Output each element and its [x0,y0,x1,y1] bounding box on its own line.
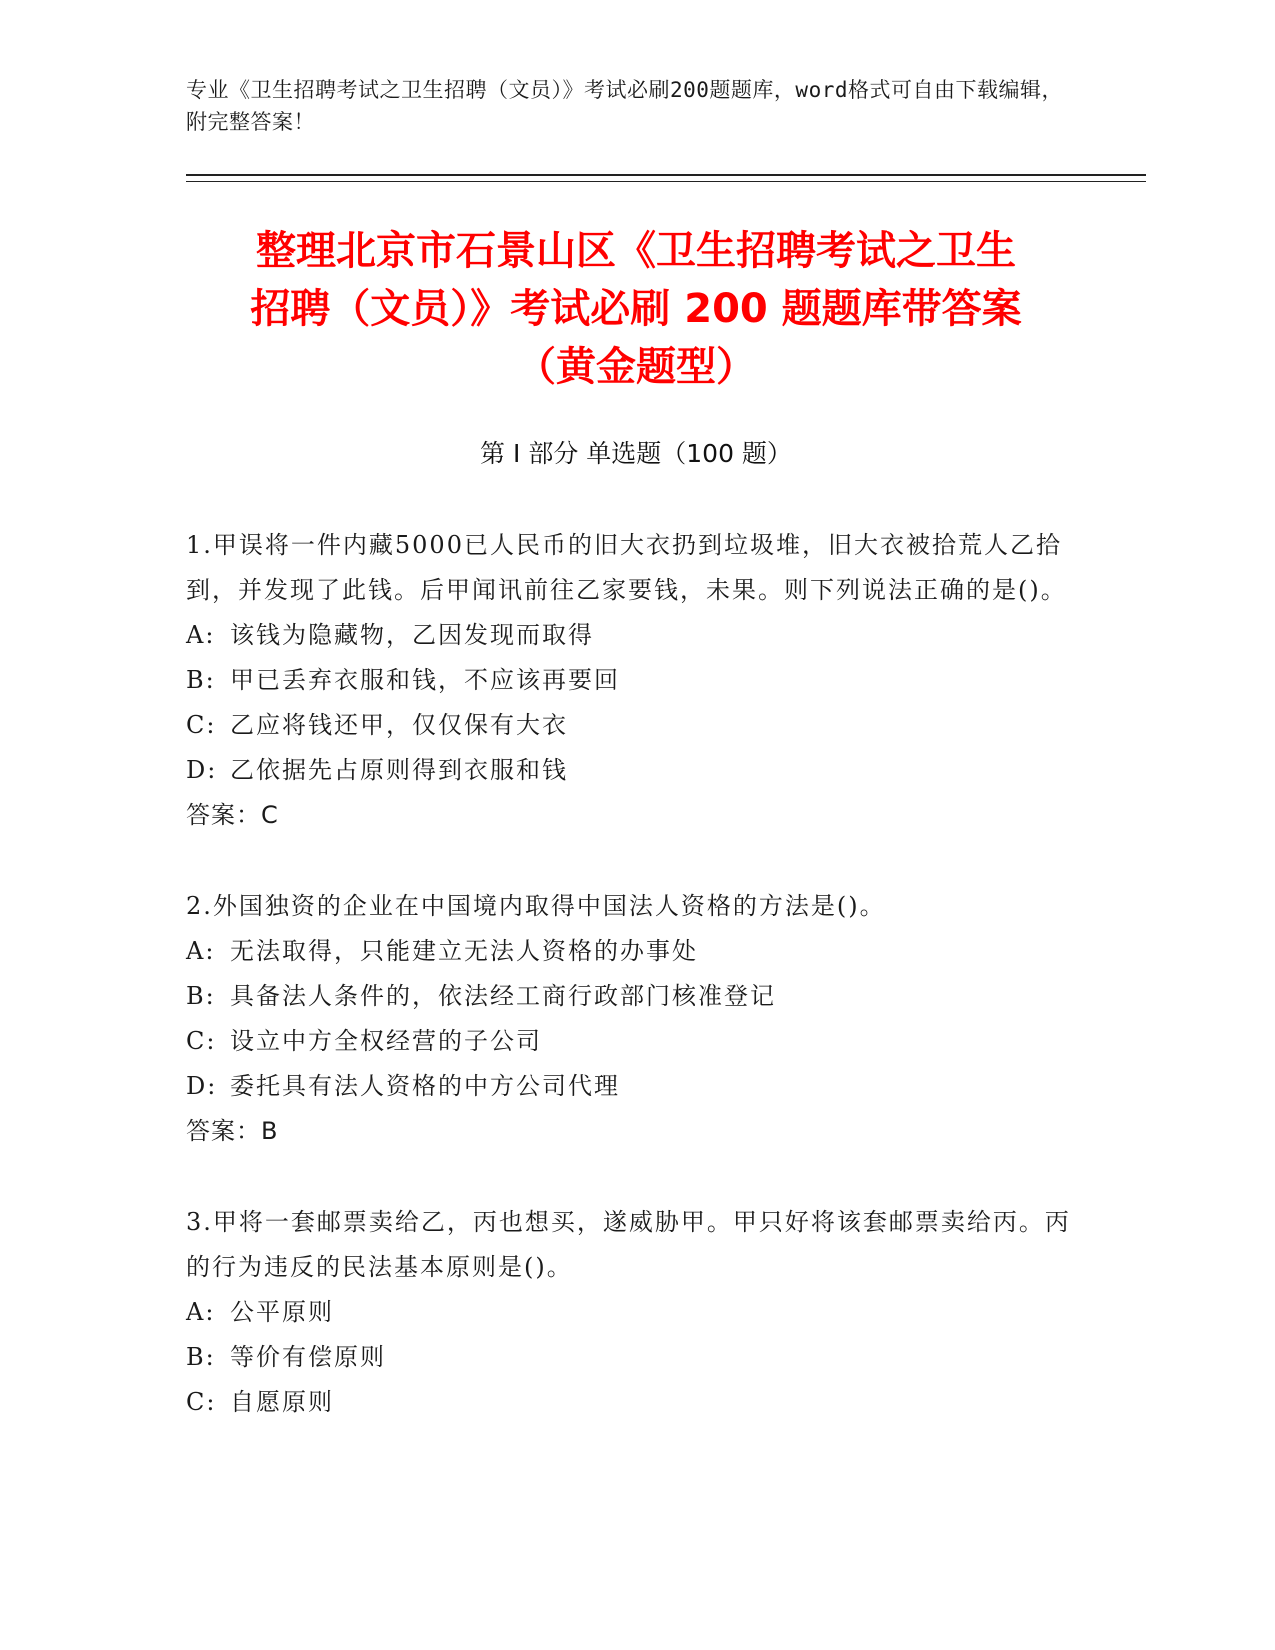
question-option [186,1380,1086,1425]
option-key: C: [186,1027,217,1055]
question-list [186,523,1086,1471]
question-option [186,974,1086,1019]
option-key: D: [186,1072,218,1100]
question-stem: 3.甲将一套邮票卖给乙，丙也想买，遂威胁甲。甲只好将该套邮票卖给丙。丙的行为违反的民法基本原则是()。 [186,1208,1071,1281]
document-title-line: 招聘（文员）》考试必刷 200 题题库带答案 [250,286,1022,332]
option-key: C: [186,1388,217,1416]
section-title: 第 I 部分 单选题（100 题） [480,439,792,468]
question-option [186,658,1086,703]
question-option [186,1064,1086,1109]
document-title [186,222,1086,396]
header-divider-thick [186,174,1146,176]
option-text: 自愿原则 [230,1388,334,1416]
option-text: 甲已丢弃衣服和钱，不应该再要回 [230,666,620,694]
question-option [186,1290,1086,1335]
option-text: 公平原则 [230,1298,334,1326]
document-title-line: 整理北京市石景山区《卫生招聘考试之卫生 [256,228,1016,274]
document-title-line: （黄金题型） [516,344,756,390]
option-key: C: [186,711,217,739]
option-key: A: [186,1298,216,1326]
option-key: B: [186,982,216,1010]
question-item [186,884,1086,1154]
question-option [186,929,1086,974]
option-key: D: [186,756,218,784]
option-key: B: [186,1343,216,1371]
question-option [186,748,1086,793]
option-key: A: [186,937,216,965]
option-text: 乙应将钱还甲，仅仅保有大衣 [230,711,568,739]
header-note: 专业《卫生招聘考试之卫生招聘（文员）》考试必刷200题题库，word格式可自由下载编辑，附完整答案！ [186,78,1063,134]
question-option [186,703,1086,748]
question-item [186,523,1086,838]
option-text: 委托具有法人资格的中方公司代理 [230,1072,620,1100]
question-option [186,613,1086,658]
question-option [186,1019,1086,1064]
option-key: B: [186,666,216,694]
question-stem: 2.外国独资的企业在中国境内取得中国法人资格的方法是()。 [186,892,886,920]
option-text: 乙依据先占原则得到衣服和钱 [230,756,568,784]
question-option [186,1335,1086,1380]
question-stem: 1.甲误将一件内藏5000已人民币的旧大衣扔到垃圾堆，旧大衣被拾荒人乙拾到，并发现了此钱。后甲闻讯前往乙家要钱，未果。则下列说法正确的是()。 [186,531,1067,604]
question-answer: 答案：C [186,801,279,829]
question-item [186,1200,1086,1425]
option-text: 设立中方全权经营的子公司 [230,1027,542,1055]
question-answer: 答案：B [186,1117,279,1145]
option-text: 该钱为隐藏物，乙因发现而取得 [230,621,594,649]
header-divider-thin [186,181,1146,182]
option-text: 等价有偿原则 [230,1343,386,1371]
option-text: 具备法人条件的，依法经工商行政部门核准登记 [230,982,776,1010]
option-text: 无法取得，只能建立无法人资格的办事处 [230,937,698,965]
option-key: A: [186,621,216,649]
